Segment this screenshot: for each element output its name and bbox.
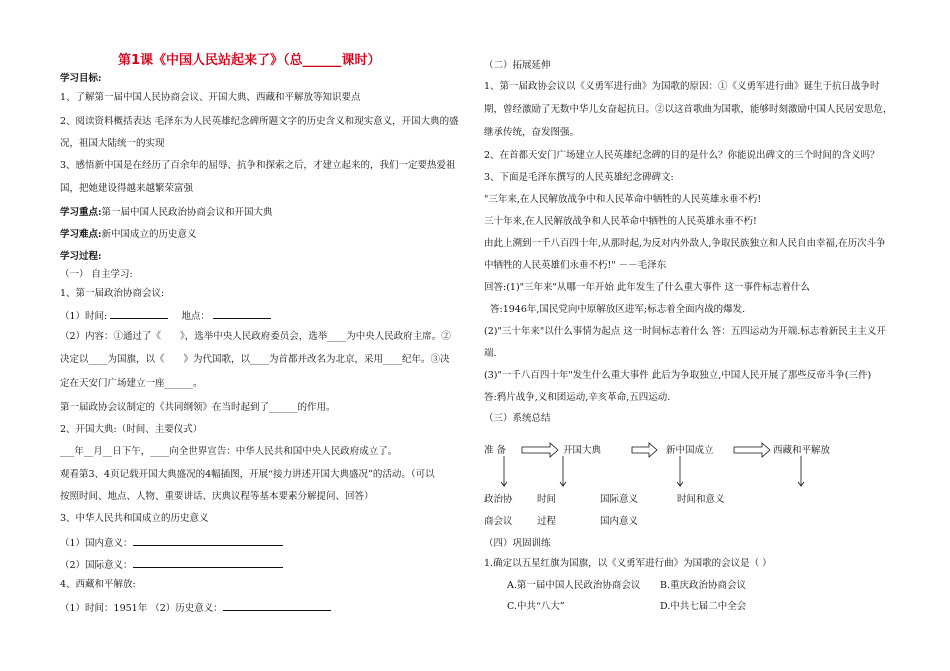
q3-domestic-label: （1）国内意义： bbox=[60, 538, 133, 549]
flow-down-arrow-2 bbox=[560, 456, 566, 486]
difficult-points bbox=[60, 229, 197, 241]
option-b[interactable]: B.重庆政治协商会议 bbox=[660, 580, 747, 591]
flow-sub-1b: 商会议 bbox=[484, 516, 513, 527]
page-title: 第1课《中国人民站起来了》（总______课时） bbox=[118, 53, 381, 68]
answer-5: (3)"一千八百四十年"发生什么重大事件 此后为争取独立,中国人民开展了那些反帝斗争(三件) bbox=[484, 370, 872, 381]
key-text: 第一届中国人民政治协商会议和开国大典 bbox=[101, 207, 273, 218]
monument-text-1: "三年来,在人民解放战争中和人民革命中牺牲的人民英雄永垂不朽! bbox=[484, 194, 762, 205]
q3-domestic bbox=[60, 535, 283, 550]
key-points bbox=[60, 207, 273, 219]
q1-content-3: 定在天安门广场建立一座______。 bbox=[60, 378, 203, 389]
q1-content-4: 第一届政协会议制定的《共同纲领》在当时起到了______的作用。 bbox=[60, 402, 336, 413]
q1-time-label: （1）时间: bbox=[60, 311, 108, 322]
summary-label: （三）系统总结 bbox=[484, 413, 551, 424]
question-2: 2、开国大典:（时间、主要仪式） bbox=[60, 424, 203, 435]
answer-4: 端. bbox=[484, 348, 497, 359]
flow-node-new-china: 新中国成立 bbox=[666, 445, 714, 456]
summary-flow-diagram bbox=[484, 434, 844, 498]
flow-sub-3b: 国内意义 bbox=[600, 516, 639, 527]
q3-domestic-blank[interactable] bbox=[133, 535, 283, 546]
flow-down-arrow-1 bbox=[501, 456, 507, 486]
drill-question-1: 1.确定以五星红旗为国旗，以《义勇军进行曲》为国歌的会议是（ ） bbox=[484, 558, 772, 569]
monument-text-4: 中牺牲的人民英雄们永垂不朽!" －－毛泽东 bbox=[484, 260, 667, 271]
option-c[interactable]: C.中共“八大” bbox=[507, 601, 565, 612]
q1-content-1: （2）内容：①通过了《 》，选举中央人民政府委员会，选举____为中央人民政府主席。② bbox=[60, 331, 451, 342]
flow-down-arrow-4 bbox=[798, 456, 804, 486]
process-label: 学习过程: bbox=[60, 251, 102, 262]
goal-2-line-2: 况，祖国大陆统一的实现 bbox=[60, 138, 165, 149]
q3-international-label: （2）国际意义： bbox=[60, 560, 133, 571]
ext-1-line-2: 期，曾经激励了无数中华儿女奋起抗日。②以这首歌曲为国歌，能够时刻激励中国人民居安思危， bbox=[484, 104, 893, 115]
key-label: 学习重点: bbox=[60, 207, 102, 218]
q2-observe-2: 按照时间、地点、人物、重要讲话、庆典议程等基本要素分解提问、回答） bbox=[60, 491, 374, 502]
q2-line: ___年__月__日下午，____向全世界宣告：中华人民共和国中央人民政府成立了。 bbox=[60, 446, 398, 457]
question-4: 4、西藏和平解放: bbox=[60, 579, 136, 590]
q1-place-blank[interactable] bbox=[213, 308, 271, 319]
q2-observe-1: 观看第3、4页记载开国大典盛况的4幅插图，开展“接力讲述开国大典盛况”的活动。（可以 bbox=[60, 469, 435, 480]
q4-blank[interactable] bbox=[223, 600, 331, 611]
ext-2: 2、在首都天安门广场建立人民英雄纪念碑的目的是什么？你能说出碑文的三个时间的含义吗？ bbox=[484, 150, 880, 161]
option-a[interactable]: A.第一届中国人民政治协商会议 bbox=[507, 580, 641, 591]
flow-arrow-3 bbox=[734, 443, 770, 457]
q1-time-place bbox=[60, 308, 271, 323]
flow-node-prepare: 准 备 bbox=[484, 445, 507, 456]
flow-arrow-2 bbox=[632, 443, 657, 457]
flow-sub-1a: 政治协 bbox=[484, 494, 513, 505]
goal-2-line-1: 2、阅读资料概括表达 毛泽东为人民英雄纪念碑所题文字的历史含义和现实意义，开国大典的盛 bbox=[60, 116, 459, 127]
flow-sub-3a: 国际意义 bbox=[600, 494, 639, 505]
answer-3: (2)"三十年来"以什么事情为起点 这一时间标志着什么 答：五四运动为开端.标志着新民主主义开 bbox=[484, 326, 886, 337]
self-study-label: （一） 自主学习: bbox=[60, 269, 133, 280]
q1-time-blank[interactable] bbox=[110, 308, 168, 319]
monument-text-3: 由此上溯到一千八百四十年,从那时起,为反对内外敌人,争取民族独立和人民自由幸福,在历次斗争 bbox=[484, 238, 886, 249]
answer-2: 答:1946年,国民党向中原解放区进军;标志着全面内战的爆发. bbox=[490, 304, 746, 315]
flow-node-tibet: 西藏和平解放 bbox=[773, 445, 831, 456]
goals-label: 学习目标: bbox=[60, 73, 102, 84]
option-d[interactable]: D.中共七届二中全会 bbox=[660, 601, 747, 612]
flow-sub-2a: 时间 bbox=[537, 494, 557, 505]
q4-label: （1）时间：1951年 （2）历史意义： bbox=[60, 603, 223, 614]
diff-text: 新中国成立的历史意义 bbox=[101, 229, 197, 240]
diff-label: 学习难点: bbox=[60, 229, 102, 240]
q3-international bbox=[60, 557, 283, 572]
q1-place-label: 地点： bbox=[181, 311, 210, 322]
ext-1-line-1: 1、第一届政协会议以《义勇军进行曲》为国歌的原因：①《义勇军进行曲》诞生于抗日战争时 bbox=[484, 81, 880, 92]
ext-3: 3、下面是毛泽东撰写的人民英雄纪念碑碑文: bbox=[484, 172, 674, 183]
question-1: 1、第一届政治协商会议: bbox=[60, 288, 165, 299]
question-3: 3、中华人民共和国成立的历史意义 bbox=[60, 513, 209, 524]
monument-text-2: 三十年来,在人民解放战争和人民革命中牺牲的人民英雄永垂不朽! bbox=[484, 216, 757, 227]
flow-arrow-1 bbox=[522, 443, 558, 457]
answer-6: 答:鸦片战争,义和团运动,辛亥革命,五四运动. bbox=[484, 392, 671, 403]
q1-content-2: 决定以____为国旗，以《 》为代国歌，以____为首都并改名为北京，采用____纪年。③决 bbox=[60, 354, 450, 365]
flow-down-arrow-3 bbox=[677, 456, 683, 486]
answer-1: 回答:(1)"三年来"从哪一年开始 此年发生了什么重大事件 这一事件标志着什么 bbox=[484, 282, 810, 293]
drill-label: （四）巩固训练 bbox=[484, 538, 551, 549]
goal-3-line-1: 3、感悟新中国是在经历了百余年的屈辱、抗争和探索之后，才建立起来的，我们一定要热爱祖 bbox=[60, 160, 456, 171]
extension-label: （二）拓展延伸 bbox=[484, 60, 551, 71]
goal-3-line-2: 国，把她建设得越来越繁荣富强 bbox=[60, 183, 194, 194]
flow-sub-2b: 过程 bbox=[537, 516, 557, 527]
flow-node-founding-ceremony: 开国大典 bbox=[563, 445, 602, 456]
goal-1: 1、了解第一届中国人民协商会议、开国大典、西藏和平解放等知识要点 bbox=[60, 92, 361, 103]
q3-international-blank[interactable] bbox=[133, 557, 283, 568]
q4-line bbox=[60, 600, 331, 615]
ext-1-line-3: 继承传统，奋发图强。 bbox=[484, 127, 580, 138]
flow-sub-4: 时间和意义 bbox=[677, 494, 725, 505]
